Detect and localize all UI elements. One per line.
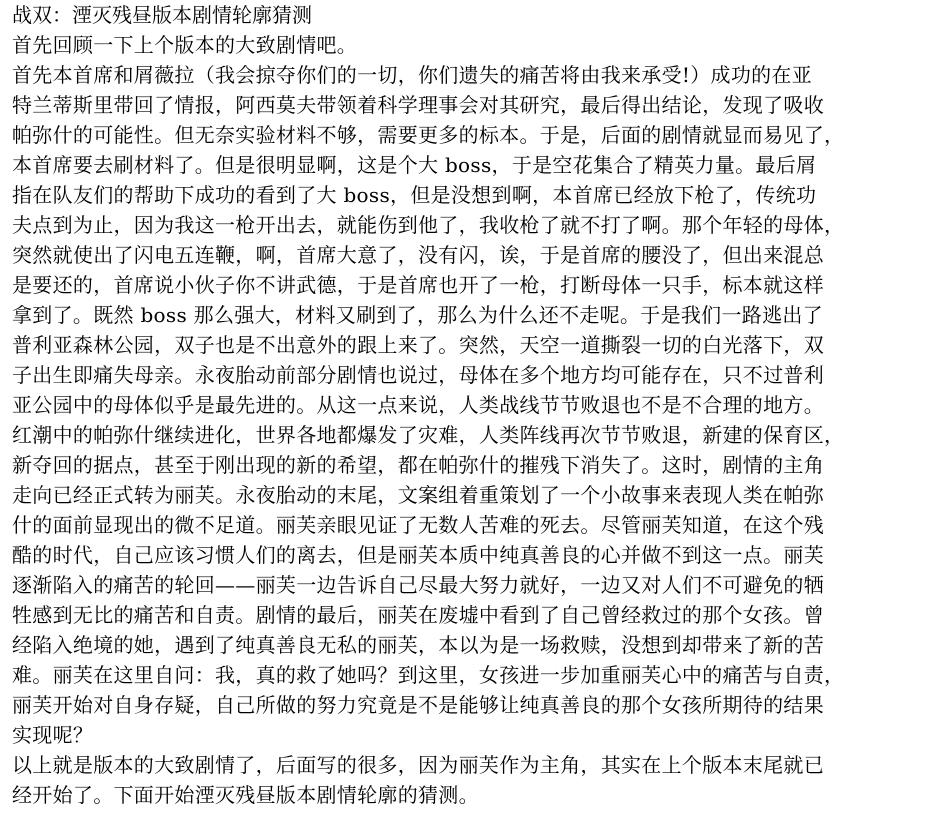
paragraph-line: 红潮中的帕弥什继续进化，世界各地都爆发了灾难，人类阵线再次节节败退，新建的保育区， (12, 423, 845, 447)
paragraph-line: 帕弥什的可能性。但无奈实验材料不够，需要更多的标本。于是，后面的剧情就显而易见了， (12, 123, 845, 147)
paragraph-line: 逐渐陷入的痛苦的轮回——丽芙一边告诉自己尽最大努力就好，一边又对人们不可避免的牺 (12, 573, 824, 597)
paragraph-line: 指在队友们的帮助下成功的看到了大 boss，但是没想到啊，本首席已经放下枪了，传统功 (12, 183, 817, 207)
paragraph-line: 牲感到无比的痛苦和自责。剧情的最后，丽芙在废墟中看到了自己曾经救过的那个女孩。曾 (12, 603, 824, 627)
summary-paragraph (12, 60, 922, 750)
paragraph-line: 酷的时代，自己应该习惯人们的离去，但是丽芙本质中纯真善良的心并做不到这一点。丽芙 (12, 543, 824, 567)
paragraph-line: 子出生即痛失母亲。永夜胎动前部分剧情也说过，母体在多个地方均可能存在，只不过普利 (12, 363, 824, 387)
paragraph-line: 是要还的，首席说小伙子你不讲武德，于是首席也开了一枪，打断母体一只手，标本就这样 (12, 273, 824, 297)
paragraph-line: 难。丽芙在这里自问：我，真的救了她吗？到这里，女孩进一步加重丽芙心中的痛苦与自责， (12, 663, 845, 687)
paragraph-line: 普利亚森林公园，双子也是不出意外的跟上来了。突然，天空一道撕裂一切的白光落下，双 (12, 333, 824, 357)
paragraph-line: 什的面前显现出的微不足道。丽芙亲眼见证了无数人苦难的死去。尽管丽芙知道，在这个残 (12, 513, 824, 537)
closing-line: 经开始了。下面开始湮灭残昼版本剧情轮廓的猜测。 (12, 783, 479, 807)
paragraph-line: 首先本首席和屑薇拉（我会掠夺你们的一切，你们遗失的痛苦将由我来承受!）成功的在亚 (12, 63, 813, 87)
paragraph-line: 亚公园中的母体似乎是最先进的。从这一点来说，人类战线节节败退也不是不合理的地方。 (12, 393, 824, 417)
paragraph-line: 实现呢？ (12, 723, 94, 747)
paragraph-line: 夫点到为止，因为我这一枪开出去，就能伤到他了，我收枪了就不打了啊。那个年轻的母体， (12, 213, 845, 237)
document-title: 战双：湮灭残昼版本剧情轮廓猜测 (12, 3, 312, 27)
paragraph-line: 丽芙开始对自身存疑，自己所做的努力究竟是不是能够让纯真善良的那个女孩所期待的结果 (12, 693, 824, 717)
closing-paragraph (12, 750, 922, 810)
closing-line: 以上就是版本的大致剧情了，后面写的很多，因为丽芙作为主角，其实在上个版本末尾就已 (12, 753, 824, 777)
paragraph-line: 本首席要去刷材料了。但是很明显啊，这是个大 boss，于是空花集合了精英力量。最后屑 (12, 153, 817, 177)
paragraph-line: 经陷入绝境的她，遇到了纯真善良无私的丽芙，本以为是一场救赎，没想到却带来了新的苦 (12, 633, 824, 657)
paragraph-line: 拿到了。既然 boss 那么强大，材料又刷到了，那么为什么还不走呢。于是我们一路逃出了 (12, 303, 823, 327)
paragraph-line: 新夺回的据点，甚至于刚出现的新的希望，都在帕弥什的摧残下消失了。这时，剧情的主角 (12, 453, 824, 477)
paragraph-line: 突然就使出了闪电五连鞭，啊，首席大意了，没有闪，诶，于是首席的腰没了，但出来混总 (12, 243, 824, 267)
paragraph-line: 特兰蒂斯里带回了情报，阿西莫夫带领着科学理事会对其研究，最后得出结论，发现了吸收 (12, 93, 824, 117)
paragraph-line: 走向已经正式转为丽芙。永夜胎动的末尾，文案组着重策划了一个小故事来表现人类在帕弥 (12, 483, 824, 507)
intro-line: 首先回顾一下上个版本的大致剧情吧。 (12, 33, 358, 57)
